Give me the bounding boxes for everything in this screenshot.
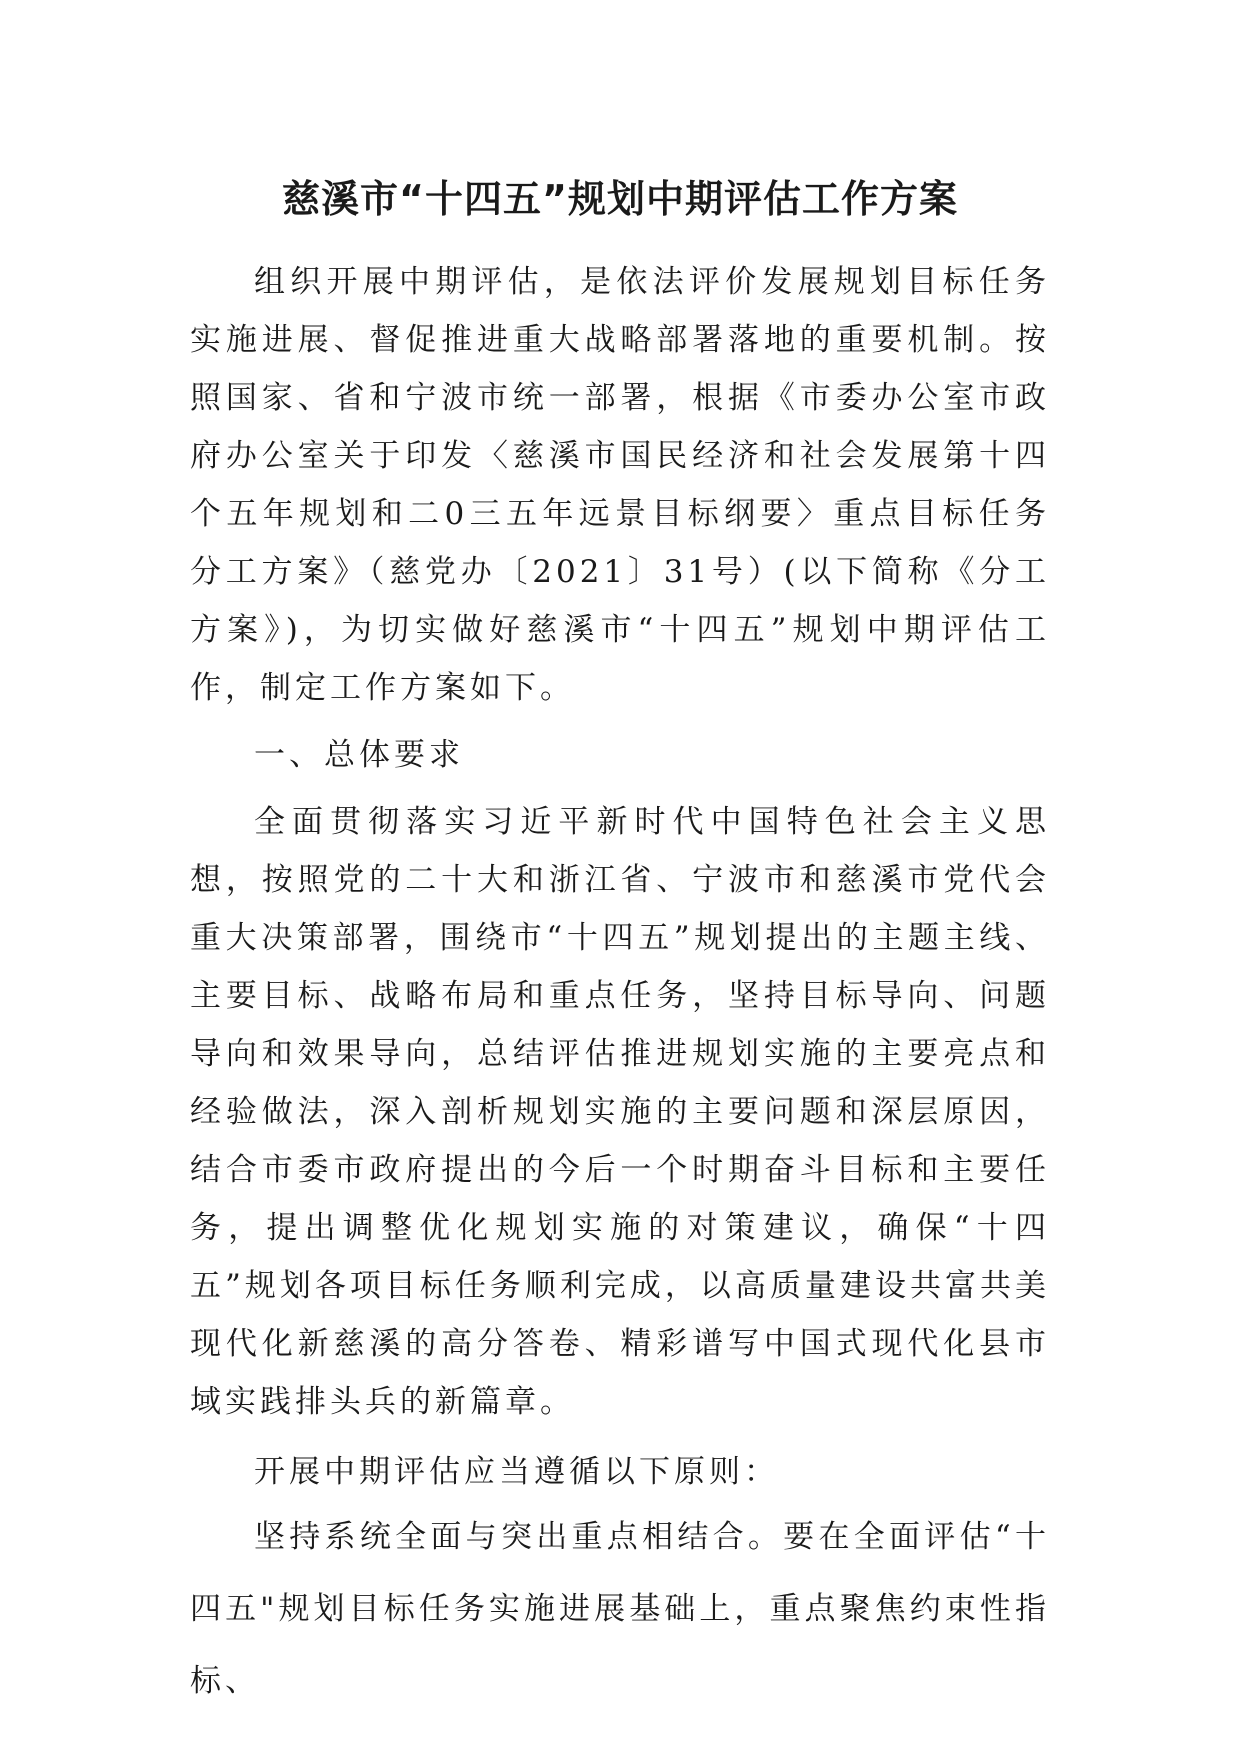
intro-paragraph: 组织开展中期评估，是依法评价发展规划目标任务实施进展、督促推进重大战略部署落地的重要机制。按照国家、省和宁波市统一部署，根据《市委办公室市政府办公室关于印发〈慈溪市国民经济和社会发展第十四个五年规划和二0三五年远景目标纲要〉重点目标任务分工方案》（慈党办〔2021〕31号）(以下简称《分工方案》)，为切实做好慈溪市“十四五”规划中期评估工作，制定工作方案如下。 — [190, 264, 1050, 706]
principles-intro-paragraph: 开展中期评估应当遵循以下原则： — [254, 1454, 779, 1490]
section-heading-general-requirements: 一、总体要求 — [254, 737, 464, 773]
principle-paragraph: 坚持系统全面与突出重点相结合。要在全面评估“十四五"规划目标任务实施进展基础上，重点聚焦约束性指标、 — [190, 1519, 1050, 1699]
document-body — [190, 253, 1050, 1717]
general-requirements-paragraph: 全面贯彻落实习近平新时代中国特色社会主义思想，按照党的二十大和浙江省、宁波市和慈溪市党代会重大决策部署，围绕市“十四五”规划提出的主题主线、主要目标、战略布局和重点任务，坚持目标导向、问题导向和效果导向，总结评估推进规划实施的主要亮点和经验做法，深入剖析规划实施的主要问题和深层原因，结合市委市政府提出的今后一个时期奋斗目标和主要任务，提出调整优化规划实施的对策建议，确保“十四五”规划各项目标任务顺利完成，以高质量建设共富共美现代化新慈溪的高分答卷、精彩谱写中国式现代化县市域实践排头兵的新篇章。 — [190, 804, 1050, 1420]
document-title: 慈溪市“十四五”规划中期评估工作方案 — [282, 177, 958, 221]
